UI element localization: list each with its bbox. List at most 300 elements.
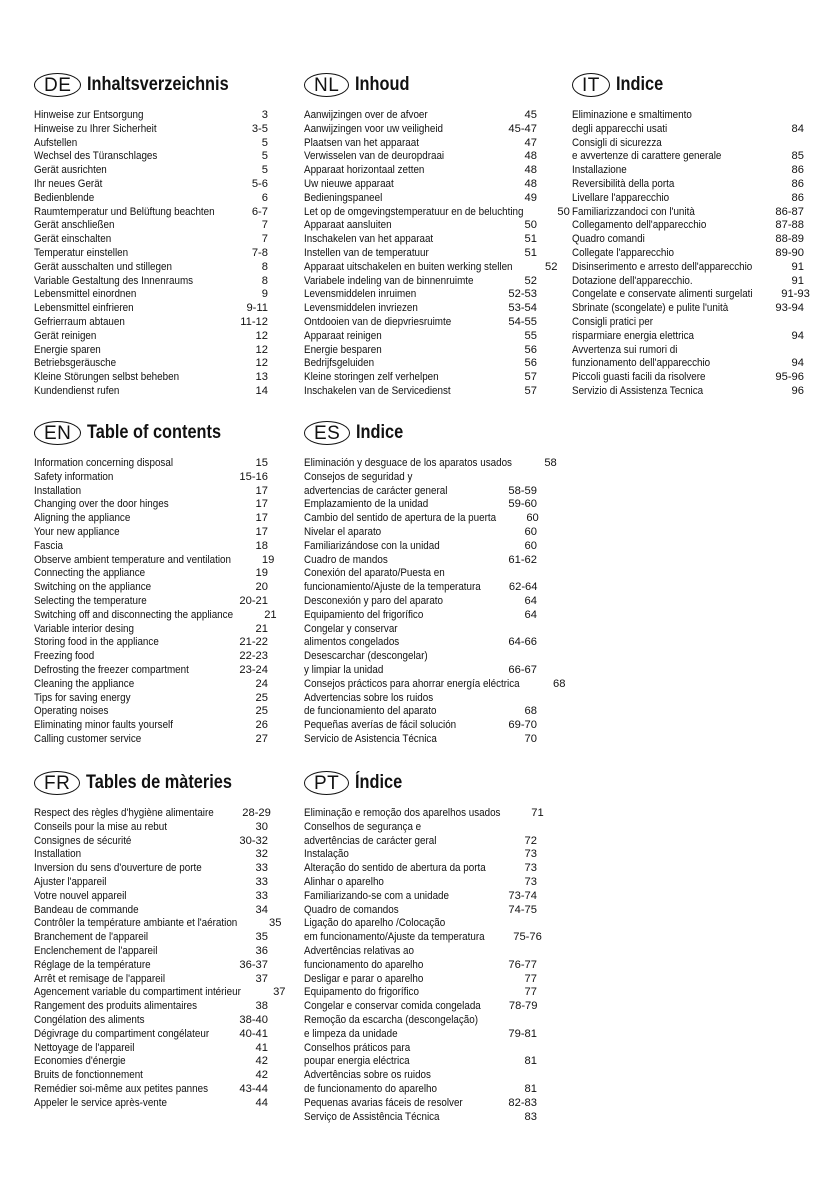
toc-entry[interactable]: [34, 733, 268, 747]
toc-entry[interactable]: [34, 553, 275, 568]
toc-entry[interactable]: [304, 357, 537, 371]
toc-entry-label: Advertências sobre os ruidos: [304, 1069, 431, 1082]
section-title: Inhaltsverzeichnis: [87, 74, 230, 95]
toc-entry[interactable]: [304, 316, 537, 330]
toc-entry[interactable]: [304, 705, 537, 719]
toc-entry-page: 60: [526, 512, 539, 525]
toc-entry-page: 48: [524, 150, 537, 163]
toc-entry[interactable]: [304, 1069, 537, 1083]
toc-entry-page: 42: [255, 1055, 268, 1068]
toc-entry[interactable]: [304, 609, 537, 623]
toc-entry[interactable]: [304, 540, 537, 554]
toc-entry-page: 22-23: [239, 650, 268, 663]
toc-entry[interactable]: [34, 636, 268, 650]
toc-entry-label: Eliminación y desguace de los aparatos usados: [304, 457, 512, 469]
toc-entry[interactable]: [34, 595, 268, 609]
toc-entry-label: Gerät einschalten: [34, 233, 112, 246]
toc-entry[interactable]: [572, 288, 810, 302]
toc-entry-label: Consignes de sécurité: [34, 834, 132, 847]
toc-entry-label: Selecting the temperature: [34, 594, 147, 607]
toc-entry[interactable]: [34, 1069, 268, 1083]
toc-entry[interactable]: [304, 260, 558, 275]
toc-entry[interactable]: [34, 848, 268, 862]
toc-entry-label: Servizio di Assistenza Tecnica: [572, 384, 704, 397]
toc-entry[interactable]: [304, 677, 566, 692]
toc-entry-label: Ajuster l'appareil: [34, 875, 107, 888]
toc-entry-label: Installation: [34, 848, 82, 861]
toc-entry[interactable]: [304, 904, 537, 918]
toc-entry[interactable]: [34, 302, 268, 316]
toc-entry-page: 73: [524, 848, 537, 861]
toc-entry[interactable]: [34, 1083, 268, 1097]
toc-entry[interactable]: [34, 1055, 268, 1069]
toc-entry[interactable]: [34, 904, 268, 918]
toc-entry[interactable]: [34, 664, 268, 678]
toc-entry[interactable]: [34, 512, 268, 526]
toc-entry[interactable]: [34, 485, 268, 499]
language-code-badge: FR: [34, 771, 80, 795]
toc-entry-label: Collegate l'apparecchio: [572, 246, 675, 259]
toc-entry[interactable]: [304, 498, 537, 512]
toc-entry-page: 70: [524, 732, 537, 745]
toc-entry-page: 64: [524, 608, 537, 621]
toc-entry[interactable]: [572, 192, 804, 206]
toc-entry-label: Apparaat horizontaal zetten: [304, 164, 425, 177]
toc-entry-page: 45-47: [508, 122, 537, 135]
toc-entry-page: 20: [255, 581, 268, 594]
toc-entry-label: Inschakelen van de Servicedienst: [304, 384, 451, 397]
toc-entry[interactable]: [572, 178, 804, 192]
toc-entry-label: Freezing food: [34, 650, 95, 663]
toc-entry-page: 64-66: [508, 636, 537, 649]
toc-entry-page: 7-8: [251, 246, 268, 259]
toc-entry-label: Réglage de la température: [34, 958, 151, 971]
toc-entry-page: 72: [524, 834, 537, 847]
toc-entry[interactable]: [304, 385, 537, 399]
toc-entry[interactable]: [572, 385, 804, 399]
toc-entry[interactable]: [34, 608, 277, 623]
toc-entry-label: Variable interior desing: [34, 622, 134, 635]
toc-entry-page: 47: [524, 136, 537, 149]
toc-entry[interactable]: [34, 192, 268, 206]
toc-entry[interactable]: [34, 344, 268, 358]
section-header: [34, 70, 268, 100]
toc-entry[interactable]: [304, 1042, 537, 1056]
toc-entry-page: 51: [524, 246, 537, 259]
toc-entry-page: 58-59: [508, 484, 537, 497]
toc-entry[interactable]: [304, 219, 537, 233]
toc-entry[interactable]: [572, 371, 804, 385]
toc-entry-page: 13: [255, 371, 268, 384]
toc-entry-label: Consejos prácticos para ahorrar energía eléctrica: [304, 677, 520, 690]
toc-entry-page: 52: [524, 274, 537, 287]
toc-entry-label: Aufstellen: [34, 136, 78, 149]
toc-entry[interactable]: [304, 986, 537, 1000]
toc-entry-label: Consigli di sicurezza: [572, 136, 662, 149]
toc-entry-label: Apparaat uitschakelen en buiten werking stellen: [304, 260, 513, 273]
toc-entry[interactable]: [34, 457, 268, 471]
toc-entry-label: Kleine storingen zelf verhelpen: [304, 371, 439, 384]
toc-entry[interactable]: [304, 554, 537, 568]
toc-entry-page: 91: [791, 260, 804, 273]
toc-entry-label: Equipamento do frigorífico: [304, 986, 419, 999]
toc-entry-label: e avvertenze di carattere generale: [572, 150, 722, 163]
toc-entry[interactable]: [304, 821, 537, 835]
toc-entry-page: 91: [791, 274, 804, 287]
toc-entry[interactable]: [304, 485, 537, 499]
toc-entry-label: Pequenas avarias fáceis de resolver: [304, 1096, 463, 1109]
toc-entry[interactable]: [304, 471, 537, 485]
toc-entry[interactable]: [304, 1083, 537, 1097]
toc-entry[interactable]: [304, 890, 537, 904]
toc-entry-label: Sbrinate (scongelate) e pulite l'unità: [572, 302, 729, 315]
toc-entry[interactable]: [304, 835, 537, 849]
toc-entry-page: 37: [273, 986, 286, 999]
toc-entry[interactable]: [34, 986, 286, 1000]
toc-entry[interactable]: [304, 123, 537, 137]
toc-entry[interactable]: [34, 567, 268, 581]
section-header: [304, 418, 537, 448]
toc-entry-page: 23-24: [239, 663, 268, 676]
toc-entry-page: 33: [255, 889, 268, 902]
section-title: Tables de màteries: [86, 772, 233, 793]
toc-entry[interactable]: [572, 109, 804, 123]
toc-entry-page: 57: [524, 371, 537, 384]
toc-entry-page: 69-70: [508, 719, 537, 732]
toc-entry[interactable]: [304, 650, 537, 664]
toc-entry-label: Eliminazione e smaltimento: [572, 109, 692, 121]
toc-entry[interactable]: [572, 123, 804, 137]
toc-entry[interactable]: [304, 1055, 537, 1069]
toc-entry-page: 17: [255, 525, 268, 538]
toc-entry[interactable]: [572, 302, 804, 316]
toc-entry[interactable]: [34, 247, 268, 261]
section-header: [572, 70, 804, 100]
toc-entry[interactable]: [304, 917, 537, 931]
toc-entry-label: Installation: [34, 484, 82, 497]
language-code-badge: DE: [34, 73, 81, 97]
toc-entry[interactable]: [304, 344, 537, 358]
toc-entry-page: 12: [255, 343, 268, 356]
toc-entry[interactable]: [34, 164, 268, 178]
toc-entry-page: 19: [255, 567, 268, 580]
toc-entry-label: Gerät anschließen: [34, 219, 115, 232]
toc-entry[interactable]: [304, 623, 537, 637]
toc-entry-page: 86: [791, 164, 804, 177]
toc-entry[interactable]: [34, 650, 268, 664]
toc-entry-label: Alinhar o aparelho: [304, 875, 384, 888]
toc-entry-label: Remédier soi-même aux petites pannes: [34, 1082, 209, 1095]
toc-entry[interactable]: [572, 344, 804, 358]
section-header: [34, 418, 268, 448]
toc-entry[interactable]: [304, 233, 537, 247]
toc-entry-label: risparmiare energia elettrica: [572, 329, 695, 342]
toc-entry-label: Remoção da escarcha (descongelação): [304, 1013, 479, 1026]
toc-entry[interactable]: [34, 498, 268, 512]
toc-entry[interactable]: [304, 302, 537, 316]
toc-entry-label: Cleaning the appliance: [34, 677, 135, 690]
language-code-badge: NL: [304, 73, 349, 97]
toc-entry[interactable]: [572, 206, 804, 220]
toc-entry[interactable]: [34, 1042, 268, 1056]
toc-entry-label: Raumtemperatur und Belüftung beachten: [34, 205, 215, 218]
toc-entry-page: 77: [524, 972, 537, 985]
toc-entry-label: Congelar y conservar: [304, 622, 398, 635]
toc-entry[interactable]: [34, 876, 268, 890]
toc-entry-page: 37: [255, 972, 268, 985]
toc-entry[interactable]: [34, 1028, 268, 1042]
toc-entry[interactable]: [572, 137, 804, 151]
toc-entry[interactable]: [304, 581, 537, 595]
toc-entry-label: Cuadro de mandos: [304, 553, 388, 566]
toc-entry[interactable]: [304, 959, 537, 973]
toc-entry[interactable]: [304, 192, 537, 206]
toc-entry-label: Aanwijzingen over de afvoer: [304, 109, 428, 121]
toc-entry[interactable]: [304, 1111, 537, 1125]
toc-entry[interactable]: [34, 261, 268, 275]
toc-entry[interactable]: [572, 150, 804, 164]
toc-entry[interactable]: [304, 457, 557, 471]
toc-entry-label: Temperatur einstellen: [34, 246, 129, 259]
section-header: [34, 768, 268, 798]
toc-entry-page: 87-88: [775, 219, 804, 232]
toc-entry-page: 56: [524, 357, 537, 370]
toc-entry[interactable]: [304, 526, 537, 540]
toc-entry[interactable]: [304, 205, 570, 220]
toc-entry[interactable]: [34, 945, 268, 959]
toc-entry-label: Operating noises: [34, 705, 109, 718]
toc-entry-page: 26: [255, 719, 268, 732]
toc-entry-label: Bandeau de commande: [34, 903, 139, 916]
toc-entry-label: Hinweise zur Entsorgung: [34, 109, 144, 121]
toc-entry-page: 48: [524, 164, 537, 177]
toc-entry[interactable]: [304, 330, 537, 344]
toc-entry[interactable]: [304, 371, 537, 385]
toc-entry-label: Dotazione dell'apparecchio.: [572, 274, 693, 287]
toc-entry-label: Conselhos práticos para: [304, 1041, 411, 1054]
toc-entry[interactable]: [34, 275, 268, 289]
toc-entry[interactable]: [304, 1097, 537, 1111]
toc-entry-label: Eliminação e remoção dos aparelhos usados: [304, 807, 501, 819]
toc-entry[interactable]: [34, 821, 268, 835]
toc-entry[interactable]: [34, 973, 268, 987]
toc-entry[interactable]: [572, 330, 804, 344]
toc-entry-label: Serviço de Assistência Técnica: [304, 1110, 440, 1123]
toc-entry-label: de funcionamiento del aparato: [304, 705, 437, 718]
toc-entry-label: Rangement des produits alimentaires: [34, 1000, 198, 1013]
toc-entry-label: alimentos congelados: [304, 636, 400, 649]
toc-entry[interactable]: [572, 357, 804, 371]
toc-entry-label: Advertências relativas ao: [304, 944, 414, 957]
toc-entry[interactable]: [572, 261, 804, 275]
toc-entry-page: 94: [791, 329, 804, 342]
toc-entry[interactable]: [34, 890, 268, 904]
toc-entry[interactable]: [34, 206, 268, 220]
toc-entry[interactable]: [304, 945, 537, 959]
toc-entry[interactable]: [304, 288, 537, 302]
toc-entry-label: Quadro de comandos: [304, 903, 399, 916]
toc-entry[interactable]: [304, 150, 537, 164]
toc-entry[interactable]: [34, 959, 268, 973]
toc-entry[interactable]: [34, 1014, 268, 1028]
toc-entry[interactable]: [304, 848, 537, 862]
toc-entry-page: 9: [261, 288, 268, 301]
toc-entry-label: funcionamiento/Ajuste de la temperatura: [304, 581, 481, 594]
toc-entry-label: Changing over the door hinges: [34, 498, 169, 511]
toc-entry-label: Eliminating minor faults yourself: [34, 719, 173, 732]
toc-entry-page: 33: [255, 875, 268, 888]
toc-entry[interactable]: [34, 862, 268, 876]
toc-entry[interactable]: [304, 733, 537, 747]
toc-entry-page: 86: [791, 177, 804, 190]
toc-entry[interactable]: [304, 164, 537, 178]
toc-entry-page: 7: [261, 219, 268, 232]
toc-entry[interactable]: [304, 931, 542, 945]
toc-entry-label: Aligning the appliance: [34, 512, 131, 525]
toc-entry[interactable]: [304, 807, 544, 821]
toc-entry[interactable]: [572, 164, 804, 178]
toc-entry[interactable]: [304, 1028, 537, 1042]
toc-entry[interactable]: [34, 692, 268, 706]
toc-entry-page: 36-37: [239, 958, 268, 971]
toc-entry[interactable]: [304, 109, 537, 123]
toc-entry[interactable]: [572, 233, 804, 247]
toc-entry[interactable]: [304, 1000, 537, 1014]
toc-entry[interactable]: [34, 719, 268, 733]
toc-entry[interactable]: [34, 357, 268, 371]
toc-entry[interactable]: [34, 137, 268, 151]
toc-entry[interactable]: [34, 931, 268, 945]
toc-entry-page: 95-96: [775, 371, 804, 384]
toc-entry[interactable]: [304, 247, 537, 261]
toc-entry-page: 21: [255, 622, 268, 635]
toc-entry-page: 91-93: [781, 288, 810, 301]
toc-entry-label: Conseils pour la mise au rebut: [34, 820, 167, 833]
toc-entry[interactable]: [34, 123, 268, 137]
toc-entry[interactable]: [304, 595, 537, 609]
toc-entry[interactable]: [304, 137, 537, 151]
toc-entry-label: Congelar e conservar comida congelada: [304, 1000, 481, 1013]
toc-entry[interactable]: [304, 664, 537, 678]
toc-entry[interactable]: [34, 835, 268, 849]
toc-entry[interactable]: [34, 1097, 268, 1111]
toc-entry-page: 3: [261, 109, 268, 121]
toc-entry-label: Your new appliance: [34, 525, 120, 538]
toc-entry[interactable]: [572, 219, 804, 233]
toc-entry-label: funzionamento dell'apparecchio: [572, 357, 711, 370]
toc-entry[interactable]: [304, 973, 537, 987]
toc-entry[interactable]: [304, 567, 537, 581]
toc-entry-label: Congélation des aliments: [34, 1013, 145, 1026]
toc-entry-page: 5: [261, 164, 268, 177]
toc-entry-page: 6: [261, 191, 268, 204]
toc-entry[interactable]: [304, 1014, 537, 1028]
toc-entry[interactable]: [34, 371, 268, 385]
toc-entry-label: Reversibilità della porta: [572, 177, 675, 190]
toc-entry-label: Disinserimento e arresto dell'apparecchio: [572, 260, 753, 273]
toc-entry-label: Inschakelen van het apparaat: [304, 233, 434, 246]
toc-entry-label: Gerät ausschalten und stillegen: [34, 260, 172, 273]
toc-entry[interactable]: [34, 807, 271, 821]
toc-entry[interactable]: [34, 219, 268, 233]
toc-section-it: [572, 70, 810, 399]
toc-entry[interactable]: [34, 678, 268, 692]
toc-entry-label: Consigli pratici per: [572, 315, 653, 328]
toc-entry[interactable]: [304, 876, 537, 890]
toc-entry[interactable]: [34, 178, 268, 192]
toc-entry-page: 15-16: [239, 470, 268, 483]
toc-entry-page: 59-60: [508, 498, 537, 511]
toc-entry-page: 20-21: [239, 594, 268, 607]
toc-entry-page: 84: [791, 122, 804, 135]
toc-entry[interactable]: [34, 540, 268, 554]
toc-entry-label: Installazione: [572, 164, 627, 177]
toc-entry[interactable]: [34, 526, 268, 540]
toc-entry[interactable]: [304, 178, 537, 192]
toc-entry[interactable]: [34, 330, 268, 344]
toc-entry-label: Betriebsgeräusche: [34, 357, 117, 370]
toc-entry[interactable]: [34, 1000, 268, 1014]
toc-entry[interactable]: [34, 471, 268, 485]
toc-entry-label: Uw nieuwe apparaat: [304, 177, 394, 190]
toc-entry-label: Energie besparen: [304, 343, 382, 356]
section-title: Table of contents: [87, 422, 222, 443]
toc-entry[interactable]: [304, 636, 537, 650]
toc-section-nl: [304, 70, 570, 399]
toc-entry-page: 68: [553, 677, 566, 690]
toc-entry-page: 76-77: [508, 958, 537, 971]
toc-entry-label: Ihr neues Gerät: [34, 177, 103, 190]
toc-entry-page: 88-89: [775, 233, 804, 246]
toc-entry[interactable]: [34, 705, 268, 719]
toc-entry[interactable]: [34, 581, 268, 595]
toc-entry[interactable]: [572, 247, 804, 261]
toc-entry[interactable]: [304, 692, 537, 706]
toc-entry[interactable]: [34, 109, 268, 123]
toc-entry-page: 38: [255, 1000, 268, 1013]
toc-entry-page: 62-64: [508, 581, 538, 594]
toc-entry[interactable]: [34, 233, 268, 247]
toc-entry-page: 93-94: [775, 302, 804, 315]
toc-entry[interactable]: [572, 316, 804, 330]
toc-entry-label: poupar energia eléctrica: [304, 1055, 410, 1068]
toc-entry[interactable]: [304, 862, 537, 876]
toc-entry-label: Instalação: [304, 848, 349, 861]
toc-entry-page: 73-74: [508, 889, 537, 902]
toc-entry-page: 71: [531, 807, 544, 819]
toc-entry-page: 40-41: [239, 1027, 268, 1040]
toc-entry-label: Emplazamiento de la unidad: [304, 498, 429, 511]
toc-entry-label: Kundendienst rufen: [34, 384, 120, 397]
toc-entry[interactable]: [304, 275, 537, 289]
toc-entry-page: 12: [255, 329, 268, 342]
toc-entry[interactable]: [304, 719, 537, 733]
toc-entry[interactable]: [34, 150, 268, 164]
toc-entry[interactable]: [572, 275, 804, 289]
toc-entry-page: 77: [524, 986, 537, 999]
toc-entry-page: 52-53: [508, 288, 537, 301]
toc-entry[interactable]: [34, 917, 282, 931]
toc-entry[interactable]: [34, 385, 268, 399]
toc-entry-label: Defrosting the freezer compartment: [34, 663, 189, 676]
toc-entry-label: Collegamento dell'apparecchio: [572, 219, 707, 232]
toc-entry-label: Verwisselen van de deuropdraai: [304, 150, 445, 163]
toc-entry[interactable]: [34, 288, 268, 302]
toc-entry[interactable]: [34, 316, 268, 330]
toc-entry[interactable]: [34, 623, 268, 637]
toc-entry[interactable]: [304, 512, 537, 526]
toc-entry-page: 32: [255, 848, 268, 861]
